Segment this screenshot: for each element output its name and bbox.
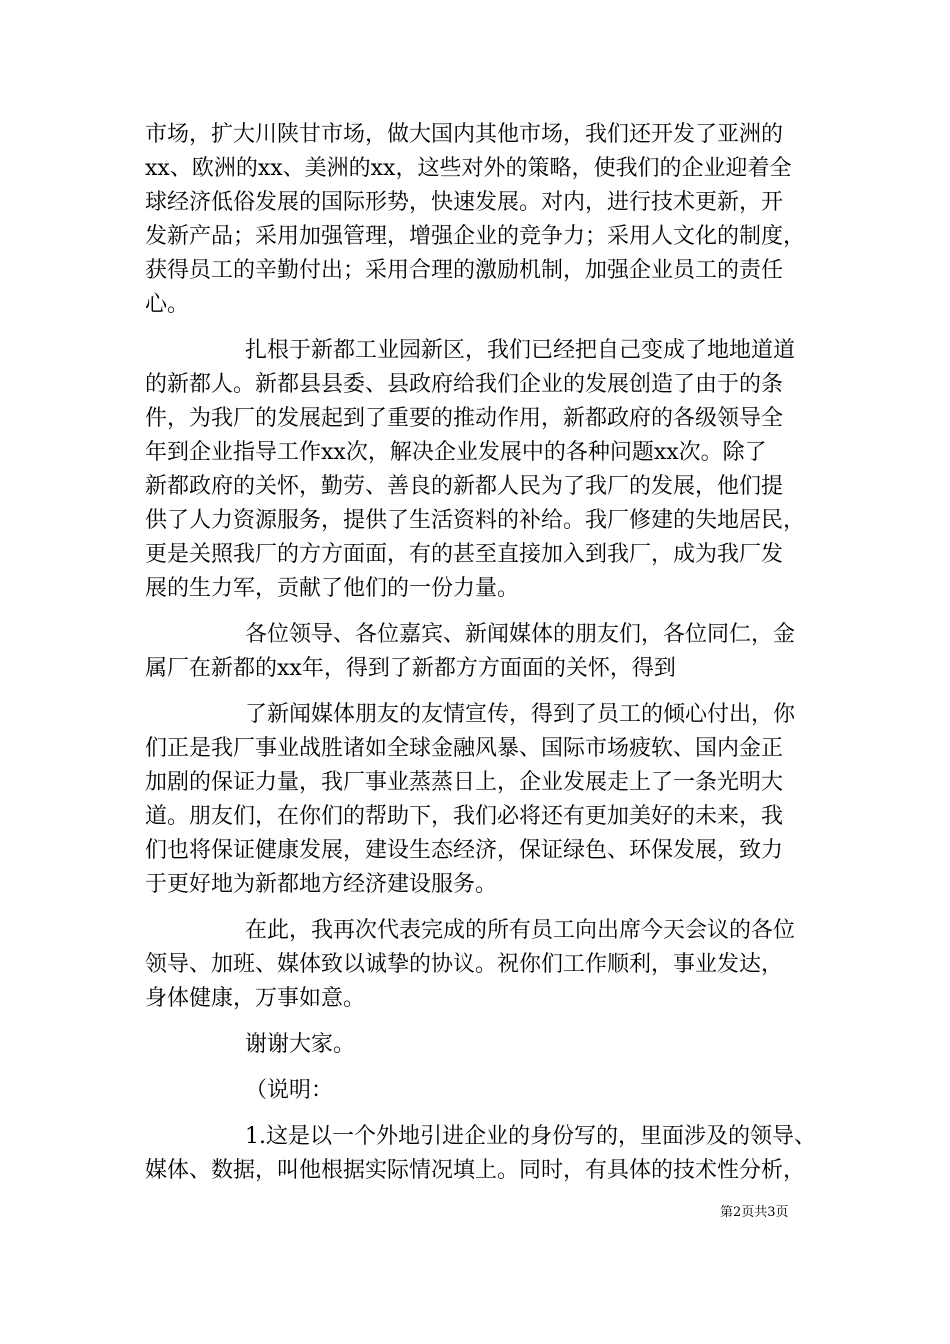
text-line: 加剧的保证力量，我厂事业蒸蒸日上，企业发展走上了一条光明大 <box>145 770 784 795</box>
text-line: 市场，扩大川陕甘市场，做大国内其他市场，我们还开发了亚洲的 <box>145 122 784 147</box>
paragraph-start-line: 谢谢大家。 <box>245 1032 356 1057</box>
text-line: 展的生力军，贡献了他们的一份力量。 <box>145 576 520 601</box>
paragraph-start-line: 1.这是以一个外地引进企业的身份写的，里面涉及的领导、 <box>245 1124 816 1149</box>
paragraph-start-line: 在此，我再次代表完成的所有员工向出席今天会议的各位 <box>245 918 796 943</box>
text-line: 新都政府的关怀，勤劳、善良的新都人民为了我厂的发展，他们提 <box>145 474 784 499</box>
text-line: 发新产品；采用加强管理，增强企业的竞争力；采用人文化的制度， <box>145 224 806 249</box>
text-line: 们也将保证健康发展，建设生态经济，保证绿色、环保发展，致力 <box>145 838 784 863</box>
text-line: 领导、加班、媒体致以诚挚的协议。祝你们工作顺利，事业发达， <box>145 952 784 977</box>
page-number-footer: 第2页共3页 <box>720 1205 789 1220</box>
text-line: 年到企业指导工作xx次，解决企业发展中的各种问题xx次。除了 <box>145 440 767 465</box>
paragraph-start-line: 了新闻媒体朋友的友情宣传，得到了员工的倾心付出，你 <box>245 702 796 727</box>
text-line: 心。 <box>145 292 190 317</box>
text-line: 的新都人。新都县县委、县政府给我们企业的发展创造了由于的条 <box>145 372 784 397</box>
text-line: 道。朋友们，在你们的帮助下，我们必将还有更加美好的未来，我 <box>145 804 784 829</box>
paragraph-start-line: （说明： <box>245 1078 334 1103</box>
text-line: 件，为我厂的发展起到了重要的推动作用，新都政府的各级领导全 <box>145 406 784 431</box>
text-line: 获得员工的辛勤付出；采用合理的激励机制，加强企业员工的责任 <box>145 258 784 283</box>
text-line: 们正是我厂事业战胜诸如全球金融风暴、国际市场疲软、国内金正 <box>145 736 784 761</box>
text-line: 身体健康，万事如意。 <box>145 986 366 1011</box>
text-line: 供了人力资源服务，提供了生活资料的补给。我厂修建的失地居民， <box>145 508 806 533</box>
text-line: xx、欧洲的xx、美洲的xx，这些对外的策略，使我们的企业迎着全 <box>145 156 792 181</box>
paragraph-start-line: 扎根于新都工业园新区，我们已经把自己变成了地地道道 <box>245 338 796 363</box>
text-line: 球经济低俗发展的国际形势，快速发展。对内，进行技术更新，开 <box>145 190 784 215</box>
paragraph-start-line: 各位领导、各位嘉宾、新闻媒体的朋友们，各位同仁，金 <box>245 622 796 647</box>
text-line: 于更好地为新都地方经济建设服务。 <box>145 872 498 897</box>
text-line: 更是关照我厂的方方面面，有的甚至直接加入到我厂，成为我厂发 <box>145 542 784 567</box>
text-line: 属厂在新都的xx年，得到了新都方方面面的关怀，得到 <box>145 656 676 681</box>
text-line: 媒体、数据，叫他根据实际情况填上。同时，有具体的技术性分析， <box>145 1158 806 1183</box>
